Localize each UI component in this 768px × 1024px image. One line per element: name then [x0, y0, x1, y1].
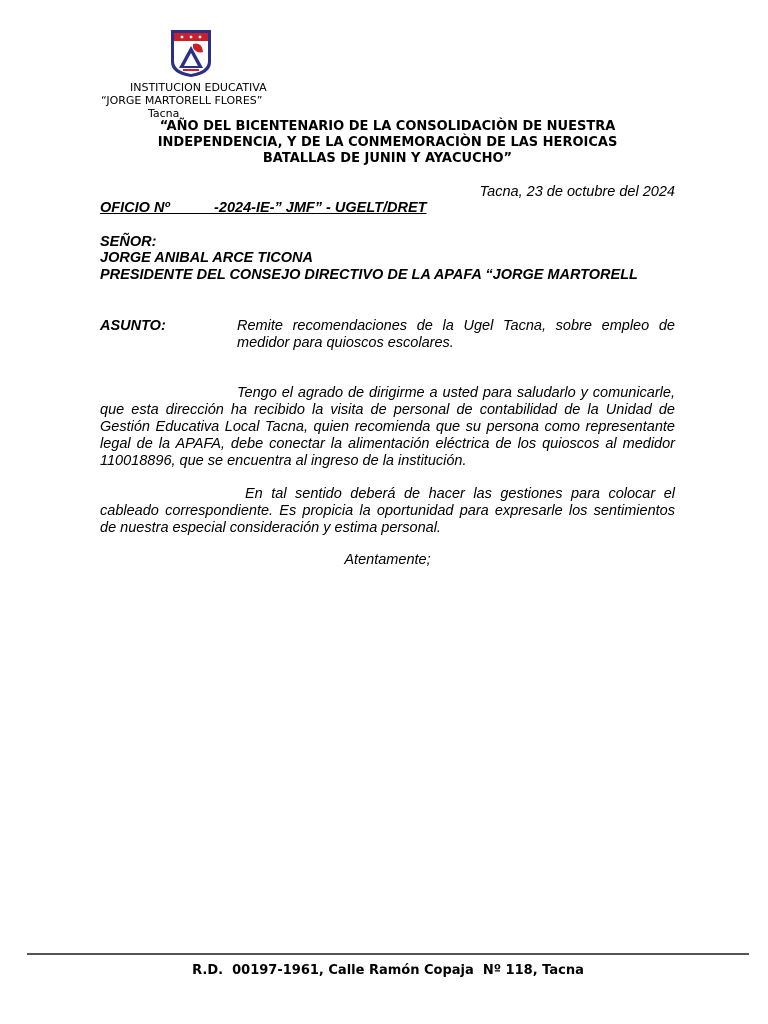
year-motto [100, 119, 675, 167]
institution-school-name: “JORGE MARTORELL FLORES” [101, 94, 263, 107]
salutation: SEÑOR: [100, 234, 157, 250]
motto-line-2: INDEPENDENCIA, Y DE LA CONMEMORACIÒN DE LAS HEROICAS [157, 135, 618, 150]
footer-address: R.D. 00197-1961, Calle Ramón Copaja Nº 118, Tacna [192, 963, 584, 978]
institution-city: Tacna [148, 107, 180, 120]
motto-line-1: “AÑO DEL BICENTENARIO DE LA CONSOLIDACIÒN DE NUESTRA [159, 119, 616, 134]
recipient-name: JORGE ANIBAL ARCE TICONA [100, 250, 313, 266]
closing: Atentamente; [344, 552, 431, 568]
body-paragraph-2: En tal sentido deberá de hacer las gestiones para colocar el cableado correspondiente. Es propicia la oportunidad para expresarle los sentimientos de nuestra especial consideración y estima personal. [100, 486, 675, 536]
letter-date: Tacna, 23 de octubre del 2024 [479, 184, 675, 200]
recipient-title: PRESIDENTE DEL CONSEJO DIRECTIVO DE LA APAFA “JORGE MARTORELL [100, 267, 638, 283]
asunto-label: ASUNTO: [100, 318, 166, 334]
footer-divider [27, 953, 749, 955]
institution-name: INSTITUCION EDUCATIVA [130, 81, 267, 94]
motto-line-3: BATALLAS DE JUNIN Y AYACUCHO” [262, 151, 513, 166]
oficio-number: OFICIO Nº -2024-IE-” JMF” - UGELT/DRET [100, 200, 427, 216]
asunto-text: Remite recomendaciones de la Ugel Tacna, sobre empleo de medidor para quioscos escolares. [237, 318, 675, 351]
body-paragraph-1: Tengo el agrado de dirigirme a usted para saludarlo y comunicarle, que esta dirección ha recibido la visita de personal de contabilidad de la Unidad de Gestión Educativa Local Tacna, quien recomienda que su persona como representante legal de la APAFA, debe conectar la alimentación eléctrica de los quioscos al medidor 110018896, que se encuentra al ingreso de la institución. [100, 385, 675, 469]
school-crest-icon [169, 28, 213, 78]
